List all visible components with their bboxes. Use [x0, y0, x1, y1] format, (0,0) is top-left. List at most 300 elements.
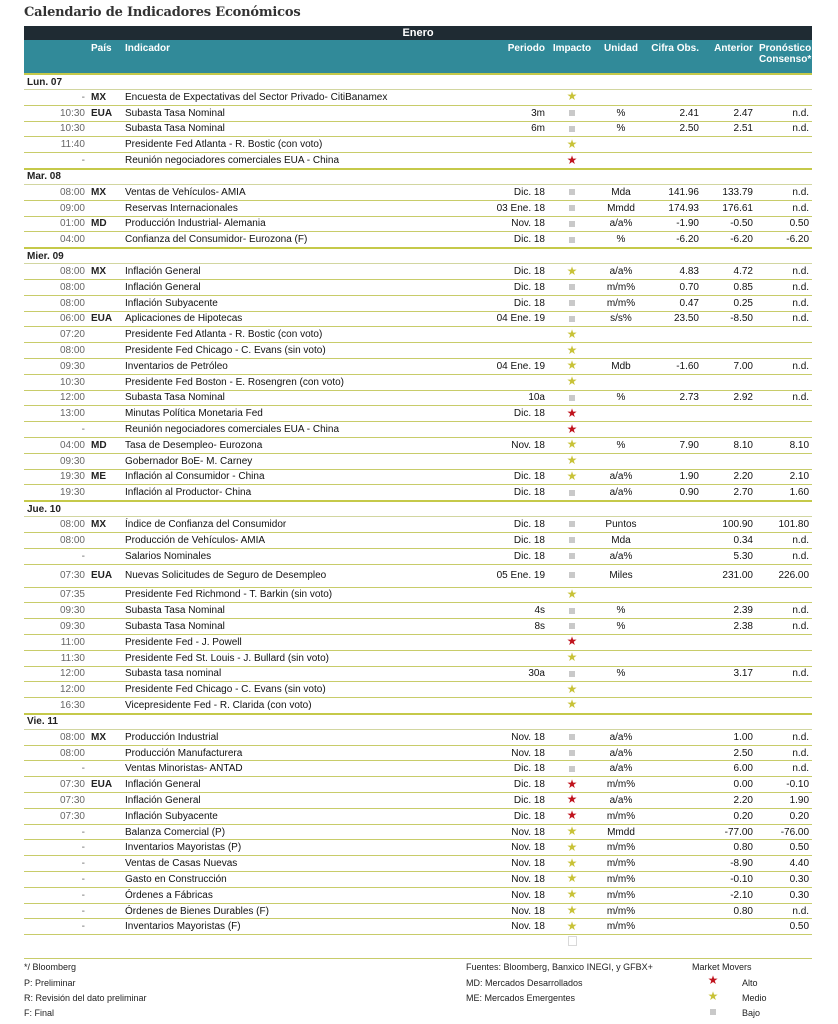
day-label: Lun. 07: [24, 74, 812, 90]
event-unit: m/m%: [596, 777, 646, 793]
event-country: [88, 634, 122, 650]
event-period: Dic. 18: [442, 469, 548, 485]
event-unit: m/m%: [596, 279, 646, 295]
event-indicator: Presidente Fed Chicago - C. Evans (sin voto): [122, 682, 442, 698]
event-row: [24, 485, 812, 501]
event-country: [88, 872, 122, 888]
event-time: 01:00: [24, 216, 88, 232]
event-actual: [646, 90, 702, 106]
event-actual: [646, 666, 702, 682]
event-period: 10a: [442, 390, 548, 406]
event-period: Dic. 18: [442, 279, 548, 295]
event-consensus: n.d.: [756, 666, 812, 682]
event-actual: [646, 856, 702, 872]
event-actual: [646, 761, 702, 777]
impact-medium-icon: ★: [566, 374, 578, 389]
event-row: [24, 887, 812, 903]
event-period: Nov. 18: [442, 887, 548, 903]
event-time: 19:30: [24, 469, 88, 485]
event-period: [442, 422, 548, 438]
event-period: Nov. 18: [442, 745, 548, 761]
event-row: [24, 808, 812, 824]
event-unit: [596, 406, 646, 422]
impact-low-icon: [569, 316, 575, 322]
event-actual: [646, 137, 702, 153]
event-country: [88, 761, 122, 777]
event-time: -: [24, 548, 88, 564]
event-period: Dic. 18: [442, 406, 548, 422]
event-actual: [646, 682, 702, 698]
event-row: [24, 469, 812, 485]
event-time: 10:30: [24, 374, 88, 390]
event-country: [88, 935, 122, 947]
event-time: 08:00: [24, 532, 88, 548]
event-country: [88, 666, 122, 682]
event-time: 16:30: [24, 698, 88, 714]
event-period: Nov. 18: [442, 872, 548, 888]
event-impact: [548, 777, 596, 793]
event-country: EUA: [88, 564, 122, 587]
event-indicator: Producción Industrial: [122, 729, 442, 745]
event-impact: [548, 587, 596, 603]
event-actual: 4.83: [646, 264, 702, 280]
event-actual: [646, 587, 702, 603]
event-consensus: -76.00: [756, 824, 812, 840]
event-country: [88, 327, 122, 343]
event-previous: [702, 650, 756, 666]
event-row: [24, 390, 812, 406]
event-indicator: Presidente Fed Atlanta - R. Bostic (con voto): [122, 327, 442, 343]
impact-medium-icon: ★: [566, 263, 578, 278]
event-consensus: [756, 374, 812, 390]
event-country: [88, 824, 122, 840]
event-unit: %: [596, 603, 646, 619]
event-consensus: n.d.: [756, 105, 812, 121]
event-consensus: n.d.: [756, 619, 812, 635]
footnote-bloomberg: */ Bloomberg: [24, 962, 77, 972]
event-consensus: 0.50: [756, 919, 812, 935]
event-consensus: n.d.: [756, 184, 812, 200]
event-unit: [596, 453, 646, 469]
event-actual: 0.70: [646, 279, 702, 295]
event-country: [88, 548, 122, 564]
event-time: 08:00: [24, 264, 88, 280]
event-time: 09:30: [24, 619, 88, 635]
event-time: 10:30: [24, 121, 88, 137]
event-unit: m/m%: [596, 295, 646, 311]
event-time: 08:00: [24, 729, 88, 745]
event-period: [442, 137, 548, 153]
event-row: [24, 90, 812, 106]
event-row: [24, 216, 812, 232]
event-previous: [702, 682, 756, 698]
event-period: 04 Ene. 19: [442, 358, 548, 374]
event-country: [88, 619, 122, 635]
event-actual: -1.90: [646, 216, 702, 232]
event-unit: [596, 698, 646, 714]
event-time: 11:40: [24, 137, 88, 153]
event-country: MX: [88, 264, 122, 280]
impact-high-icon: ★: [566, 634, 578, 649]
event-actual: [646, 840, 702, 856]
event-actual: [646, 745, 702, 761]
event-actual: [646, 729, 702, 745]
impact-medium-icon: ★: [566, 89, 578, 104]
event-period: Dic. 18: [442, 808, 548, 824]
event-period: [442, 698, 548, 714]
event-period: [442, 343, 548, 359]
event-row: [24, 121, 812, 137]
event-unit: Mda: [596, 184, 646, 200]
event-time: 07:20: [24, 327, 88, 343]
event-row: [24, 619, 812, 635]
event-country: EUA: [88, 311, 122, 327]
event-unit: a/a%: [596, 485, 646, 501]
event-consensus: [756, 698, 812, 714]
impact-low-icon: [569, 521, 575, 527]
event-consensus: n.d.: [756, 603, 812, 619]
event-previous: -0.10: [702, 872, 756, 888]
event-actual: 2.50: [646, 121, 702, 137]
impact-medium-icon: ★: [566, 839, 578, 854]
event-row: [24, 548, 812, 564]
legend-alto-label: Alto: [742, 978, 758, 988]
event-indicator: Tasa de Desempleo- Eurozona: [122, 437, 442, 453]
event-row: [24, 137, 812, 153]
event-indicator: Inventarios de Petróleo: [122, 358, 442, 374]
event-previous: 2.20: [702, 469, 756, 485]
event-impact: [548, 343, 596, 359]
event-indicator: Inflación al Consumidor - China: [122, 469, 442, 485]
event-time: 09:30: [24, 358, 88, 374]
footnote-preliminar: P: Preliminar: [24, 978, 76, 988]
legend-title: Market Movers: [692, 962, 752, 972]
event-period: 03 Ene. 18: [442, 200, 548, 216]
event-previous: 2.38: [702, 619, 756, 635]
event-actual: [646, 153, 702, 169]
event-row: [24, 200, 812, 216]
event-previous: 2.70: [702, 485, 756, 501]
event-impact: [548, 548, 596, 564]
event-impact: [548, 264, 596, 280]
event-time: [24, 935, 88, 947]
event-row: [24, 311, 812, 327]
event-impact: [548, 137, 596, 153]
event-time: -: [24, 887, 88, 903]
day-row: [24, 169, 812, 185]
event-indicator: Subasta Tasa Nominal: [122, 121, 442, 137]
event-row: [24, 358, 812, 374]
event-country: EUA: [88, 777, 122, 793]
event-indicator: Órdenes de Bienes Durables (F): [122, 903, 442, 919]
event-previous: 2.50: [702, 745, 756, 761]
event-time: 07:30: [24, 777, 88, 793]
col-header-impacto: Impacto: [548, 40, 596, 74]
event-impact: [548, 184, 596, 200]
legend-medio-icon: ★: [707, 989, 719, 1003]
event-indicator: Producción de Vehículos- AMIA: [122, 532, 442, 548]
event-period: 8s: [442, 619, 548, 635]
impact-high-icon: ★: [566, 792, 578, 807]
col-header-pronostico-line1: Pronóstico: [759, 43, 812, 54]
event-previous: 2.47: [702, 105, 756, 121]
impact-high-icon: ★: [566, 421, 578, 436]
day-row: [24, 248, 812, 264]
event-indicator: Subasta Tasa Nominal: [122, 390, 442, 406]
impact-medium-icon: ★: [566, 650, 578, 665]
event-time: 08:00: [24, 279, 88, 295]
event-previous: 0.20: [702, 808, 756, 824]
impact-medium-icon: ★: [566, 918, 578, 933]
event-unit: [596, 153, 646, 169]
event-unit: [596, 422, 646, 438]
event-period: Dic. 18: [442, 761, 548, 777]
event-time: 10:30: [24, 105, 88, 121]
event-time: 12:00: [24, 682, 88, 698]
event-consensus: [756, 327, 812, 343]
event-country: [88, 232, 122, 248]
event-actual: 0.47: [646, 295, 702, 311]
event-period: [442, 153, 548, 169]
event-unit: a/a%: [596, 216, 646, 232]
event-country: [88, 279, 122, 295]
event-row: [24, 105, 812, 121]
event-consensus: 0.50: [756, 216, 812, 232]
event-row: [24, 824, 812, 840]
impact-high-icon: ★: [566, 808, 578, 823]
event-previous: [702, 327, 756, 343]
event-unit: m/m%: [596, 872, 646, 888]
event-indicator: Inflación General: [122, 777, 442, 793]
event-time: -: [24, 872, 88, 888]
event-consensus: [756, 90, 812, 106]
event-indicator: Presidente Fed - J. Powell: [122, 634, 442, 650]
event-impact: [548, 279, 596, 295]
event-indicator: Inflación al Productor- China: [122, 485, 442, 501]
event-unit: Mmdd: [596, 824, 646, 840]
event-country: [88, 406, 122, 422]
event-unit: %: [596, 666, 646, 682]
event-indicator: Producción Manufacturera: [122, 745, 442, 761]
impact-medium-icon: ★: [566, 358, 578, 373]
event-actual: [646, 887, 702, 903]
event-period: 4s: [442, 603, 548, 619]
event-impact: [548, 390, 596, 406]
event-previous: [702, 422, 756, 438]
event-unit: Mmdd: [596, 200, 646, 216]
event-country: [88, 650, 122, 666]
event-actual: [646, 935, 702, 947]
event-consensus: 101.80: [756, 517, 812, 533]
event-indicator: Reunión negociadores comerciales EUA - China: [122, 422, 442, 438]
event-previous: 5.30: [702, 548, 756, 564]
event-row: [24, 374, 812, 390]
event-impact: [548, 437, 596, 453]
event-time: -: [24, 824, 88, 840]
event-consensus: [756, 634, 812, 650]
event-time: -: [24, 919, 88, 935]
event-actual: [646, 808, 702, 824]
event-indicator: Presidente Fed Chicago - C. Evans (sin voto): [122, 343, 442, 359]
event-impact: [548, 121, 596, 137]
event-previous: 176.61: [702, 200, 756, 216]
event-country: MX: [88, 729, 122, 745]
event-country: [88, 793, 122, 809]
month-label: Enero: [24, 26, 812, 40]
event-row: [24, 327, 812, 343]
event-previous: 8.10: [702, 437, 756, 453]
event-actual: 141.96: [646, 184, 702, 200]
footer-divider: [24, 958, 812, 959]
event-impact: [548, 485, 596, 501]
event-impact: [548, 532, 596, 548]
impact-medium-icon: ★: [566, 855, 578, 870]
event-time: 04:00: [24, 232, 88, 248]
event-impact: [548, 808, 596, 824]
footnote-final: F: Final: [24, 1008, 55, 1018]
event-consensus: 4.40: [756, 856, 812, 872]
event-previous: 0.00: [702, 777, 756, 793]
event-indicator: Reservas Internacionales: [122, 200, 442, 216]
impact-low-icon: [569, 221, 575, 227]
event-indicator: Ventas de Casas Nuevas: [122, 856, 442, 872]
event-indicator: Gasto en Construcción: [122, 872, 442, 888]
legend-alto-icon: ★: [707, 973, 719, 987]
event-row: [24, 666, 812, 682]
event-unit: %: [596, 390, 646, 406]
event-actual: [646, 824, 702, 840]
event-indicator: Subasta Tasa Nominal: [122, 619, 442, 635]
event-row: [24, 153, 812, 169]
event-country: [88, 295, 122, 311]
event-consensus: n.d.: [756, 903, 812, 919]
col-header-periodo: Periodo: [442, 40, 548, 74]
event-impact: [548, 619, 596, 635]
event-previous: 2.20: [702, 793, 756, 809]
event-indicator: Subasta Tasa Nominal: [122, 105, 442, 121]
event-period: 6m: [442, 121, 548, 137]
event-row: [24, 919, 812, 935]
event-previous: [702, 137, 756, 153]
event-indicator: Salarios Nominales: [122, 548, 442, 564]
event-impact: [548, 517, 596, 533]
event-row: [24, 903, 812, 919]
event-indicator: Encuesta de Expectativas del Sector Privado- CitiBanamex: [122, 90, 442, 106]
impact-medium-icon: ★: [566, 681, 578, 696]
event-row: [24, 872, 812, 888]
event-row: [24, 295, 812, 311]
event-consensus: 0.20: [756, 808, 812, 824]
event-previous: [702, 343, 756, 359]
legend-bajo-icon: [706, 1003, 720, 1021]
event-row: [24, 682, 812, 698]
event-unit: %: [596, 619, 646, 635]
event-actual: [646, 422, 702, 438]
event-time: 12:00: [24, 666, 88, 682]
impact-low-icon: [569, 490, 575, 496]
event-period: Nov. 18: [442, 919, 548, 935]
event-impact: [548, 935, 596, 947]
impact-low-icon: [569, 395, 575, 401]
event-impact: [548, 422, 596, 438]
event-previous: [702, 453, 756, 469]
day-row: [24, 501, 812, 517]
event-consensus: n.d.: [756, 761, 812, 777]
event-time: 12:00: [24, 390, 88, 406]
impact-medium-icon: ★: [566, 903, 578, 918]
event-actual: [646, 793, 702, 809]
event-indicator: Órdenes a Fábricas: [122, 887, 442, 903]
footnote-md: MD: Mercados Desarrollados: [466, 978, 583, 988]
event-unit: m/m%: [596, 840, 646, 856]
event-previous: 2.51: [702, 121, 756, 137]
event-indicator: Inflación Subyacente: [122, 295, 442, 311]
event-consensus: n.d.: [756, 311, 812, 327]
event-consensus: 0.30: [756, 887, 812, 903]
day-label: Vie. 11: [24, 714, 812, 730]
event-impact: [548, 761, 596, 777]
event-impact: [548, 745, 596, 761]
event-impact: [548, 295, 596, 311]
event-unit: [596, 682, 646, 698]
event-impact: [548, 90, 596, 106]
event-consensus: [756, 406, 812, 422]
event-period: [442, 453, 548, 469]
event-consensus: [756, 422, 812, 438]
event-row: [24, 437, 812, 453]
event-country: [88, 698, 122, 714]
event-previous: -77.00: [702, 824, 756, 840]
day-row: [24, 714, 812, 730]
event-consensus: 2.10: [756, 469, 812, 485]
event-consensus: n.d.: [756, 390, 812, 406]
event-unit: a/a%: [596, 729, 646, 745]
impact-high-icon: ★: [566, 405, 578, 420]
event-consensus: n.d.: [756, 358, 812, 374]
event-consensus: n.d.: [756, 532, 812, 548]
event-indicator: Inflación General: [122, 279, 442, 295]
event-unit: a/a%: [596, 761, 646, 777]
event-actual: [646, 532, 702, 548]
event-period: Nov. 18: [442, 437, 548, 453]
event-impact: [548, 406, 596, 422]
event-consensus: 226.00: [756, 564, 812, 587]
event-actual: [646, 343, 702, 359]
event-impact: [548, 903, 596, 919]
event-row: [24, 698, 812, 714]
event-actual: 1.90: [646, 469, 702, 485]
event-impact: [548, 650, 596, 666]
event-period: [442, 587, 548, 603]
event-period: [442, 682, 548, 698]
event-row: [24, 745, 812, 761]
event-indicator: Aplicaciones de Hipotecas: [122, 311, 442, 327]
event-actual: [646, 619, 702, 635]
footnote-revision: R: Revisión del dato preliminar: [24, 993, 147, 1003]
event-row: [24, 532, 812, 548]
event-impact: [548, 105, 596, 121]
event-previous: 0.80: [702, 903, 756, 919]
col-header-unidad: Unidad: [596, 40, 646, 74]
event-indicator: Subasta tasa nominal: [122, 666, 442, 682]
event-row: [24, 517, 812, 533]
event-unit: %: [596, 105, 646, 121]
page-title: Calendario de Indicadores Económicos: [24, 5, 301, 20]
event-previous: [702, 406, 756, 422]
event-consensus: [756, 650, 812, 666]
event-row: [24, 856, 812, 872]
event-actual: [646, 374, 702, 390]
